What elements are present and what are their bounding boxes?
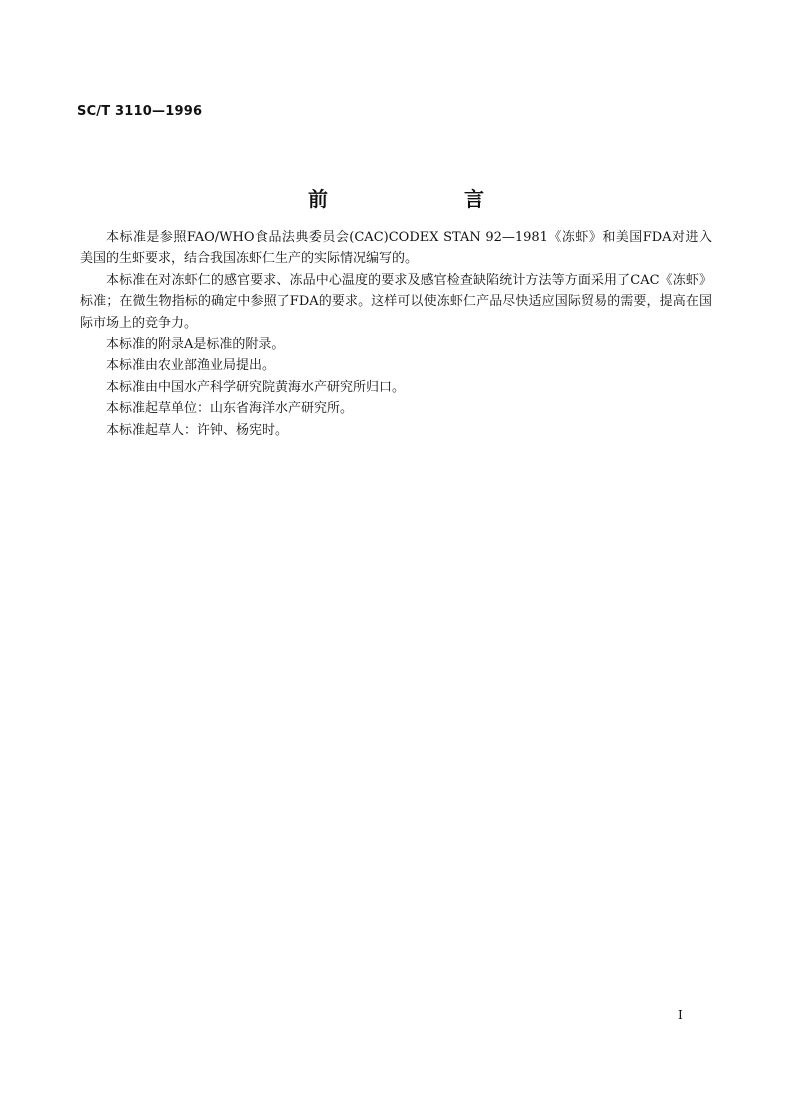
- paragraph: 本标准是参照FAO/WHO食品法典委员会(CAC)CODEX STAN 92—1981《冻虾》和美国FDA对进入美国的生虾要求，结合我国冻虾仁生产的实际情况编写的。: [80, 230, 712, 267]
- page-number: I: [678, 1008, 683, 1022]
- standard-code: SC/T 3110—1996: [77, 104, 203, 119]
- paragraph: 本标准在对冻虾仁的感官要求、冻品中心温度的要求及感官检查缺陷统计方法等方面采用了CAC《冻虾》标准；在微生物指标的确定中参照了FDA的要求。这样可以使冻虾仁产品尽快适应国际贸易的需要，提高在国际市场上的竞争力。: [80, 272, 712, 331]
- paragraph: 本标准起草单位：山东省海洋水产研究所。: [106, 401, 354, 417]
- preface-body: [80, 227, 712, 441]
- page-title: 前 言: [308, 187, 542, 211]
- paragraph: 本标准的附录A是标准的附录。: [106, 337, 285, 353]
- paragraph: 本标准由中国水产科学研究院黄海水产研究所归口。: [106, 379, 406, 395]
- paragraph: 本标准由农业部渔业局提出。: [106, 358, 276, 374]
- paragraph: 本标准起草人：许钟、杨宪时。: [106, 422, 289, 438]
